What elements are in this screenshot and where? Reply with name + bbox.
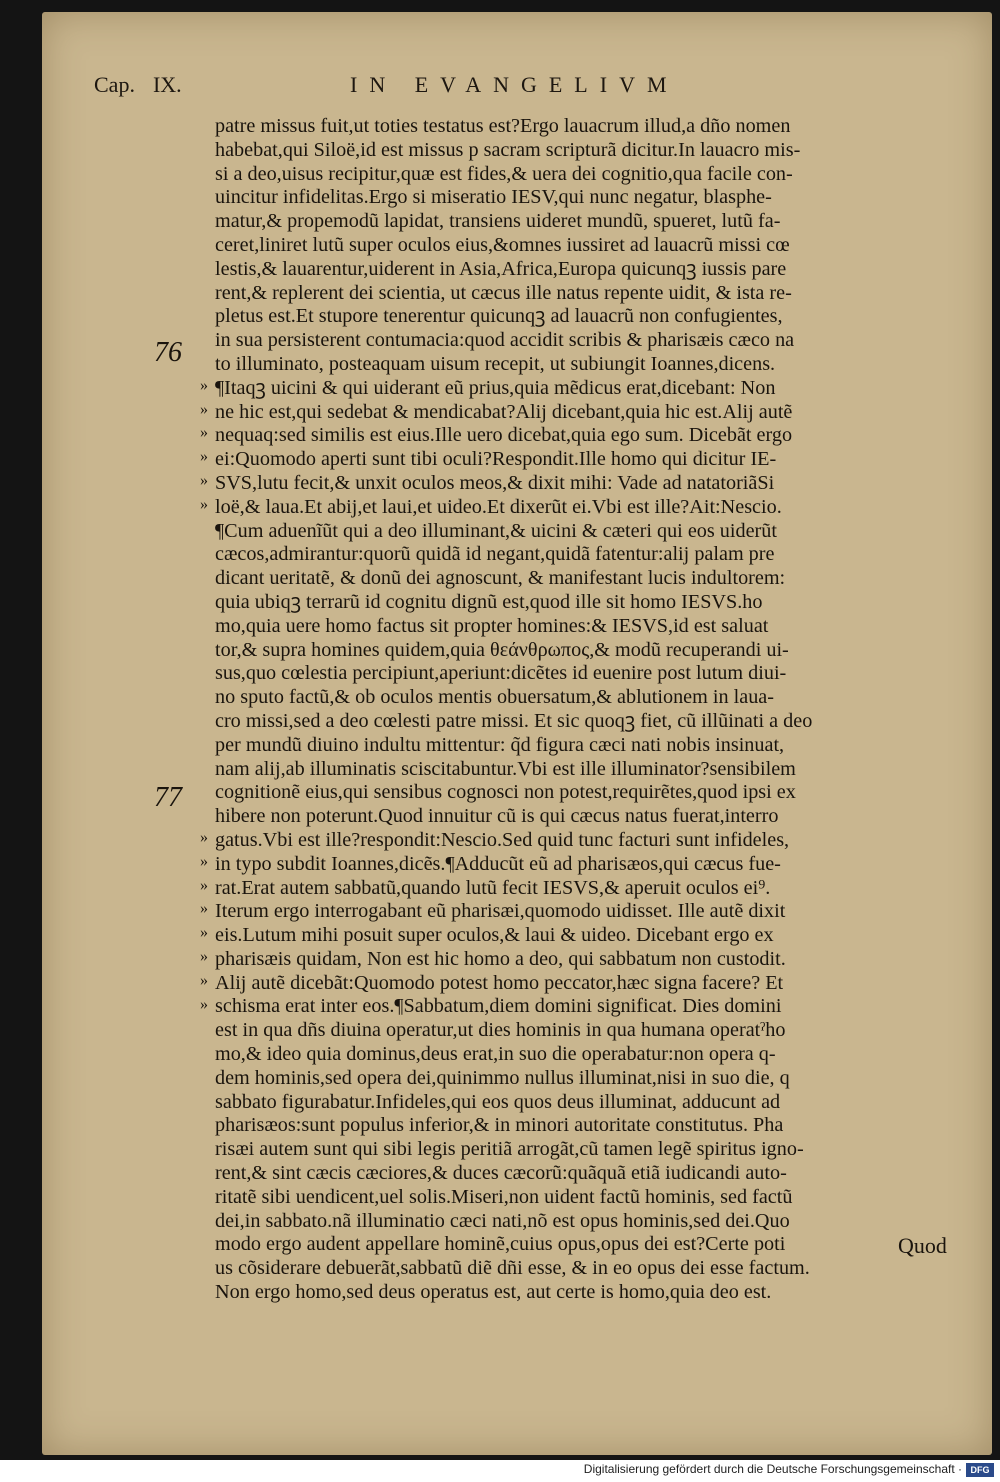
margin-mark: » xyxy=(200,948,208,965)
text-line: dicant ueritatẽ, & donũ dei agnoscunt, & manifestant lucis indultorem: xyxy=(215,567,786,590)
text-line: rent,& sint cæcis cæciores,& duces cæcorũ:quãquã etiã iudicandi auto- xyxy=(215,1162,787,1185)
text-line: Iterum ergo interrogabant eũ pharisæi,quomodo uidisset. Ille autẽ dixit xyxy=(215,900,786,923)
text-line: uincitur infidelitas.Ergo si miseratio IESV,qui nunc negatur, blasphe- xyxy=(215,186,772,209)
text-line: sus,quo cœlestia percipiunt,aperiunt:dicẽtes id euenire post lutum diui- xyxy=(215,662,787,685)
margin-mark: » xyxy=(200,448,208,466)
text-line: rent,& replerent dei scientia, ut cæcus ille natus repente uidit, & ista re- xyxy=(215,281,792,304)
text-line: in typo subdit Ioannes,dicẽs.¶Adducũt eũ ad pharisæos,qui cæcus fue- xyxy=(215,852,781,875)
text-line: Non ergo homo,sed deus operatus est, aut certe is homo,quia deo est. xyxy=(215,1281,772,1304)
margin-mark: » xyxy=(200,400,208,418)
text-line: cognitionẽ eius,qui sensibus cognosci non potest,requirẽtes,quod ipsi ex xyxy=(215,781,796,804)
text-line: ¶Itaqꝫ uicini & qui uiderant eũ prius,quia mẽdicus erat,dicebant: Non xyxy=(215,376,776,399)
text-line: eis.Lutum mihi posuit super oculos,& laui & uideo. Dicebant ergo ex xyxy=(215,924,774,947)
text-line: gatus.Vbi est ille?respondit:Nescio.Sed quid tunc facturi sunt infideles, xyxy=(215,828,790,851)
text-line: nequaq:sed similis est eius.Ille uero dicebat,quia ego sum. Dicebãt ergo xyxy=(215,424,793,447)
text-line: pletus est.Et stupore tenerentur quicunqꝫ ad lauacrũ non confugientes, xyxy=(215,305,783,328)
text-line: ne hic est,qui sedebat & mendicabat?Alij dicebant,quia hic est.Alij autẽ xyxy=(215,400,793,423)
text-line: tor,& supra homines quidem,quia θεάνθρωπος,& modũ recuperandi ui- xyxy=(215,638,789,661)
margin-mark: » xyxy=(200,900,208,918)
footer-credit: Digitalisierung gefördert durch die Deutsche Forschungsgemeinschaft · xyxy=(583,1462,962,1476)
verse-number-77: 77 xyxy=(154,782,182,813)
text-line: pharisæos:sunt populus inferior,& in minori autoritate constitutus. Pha xyxy=(215,1114,784,1137)
text-line: dei,in sabbato.nã illuminatio cæci nati,nõ est opus hominis,sed dei.Quo xyxy=(215,1209,790,1232)
text-line: ritatẽ sibi uendicent,uel solis.Miseri,non uident factũ hominis, sed factũ xyxy=(215,1185,793,1208)
text-line: mo,& ideo quia dominus,deus erat,in suo die operabatur:non opera q- xyxy=(215,1043,776,1066)
chapter-label xyxy=(94,72,200,98)
text-line: lestis,& lauarentur,uiderent in Asia,Africa,Europa quicunqꝫ iussis pare xyxy=(215,257,787,280)
text-line: risæi autem sunt qui sibi legis peritiã arrogãt,cũ tamen legẽ spiritus igno- xyxy=(215,1138,804,1161)
book-page xyxy=(42,12,992,1455)
margin-mark: » xyxy=(200,495,208,513)
text-line: cro missi,sed a deo cœlesti patre missi. Et sic quoqꝫ fiet, cũ illũinati a deo xyxy=(215,709,813,732)
text-line: cæcos,admirantur:quorũ quidã id negant,quidã fatentur:alij palam pre xyxy=(215,543,775,566)
text-line: no sputo factũ,& ob oculos mentis obuersatum,& ablutionem in laua- xyxy=(215,686,774,709)
digitization-footer xyxy=(0,1460,1000,1482)
text-line: quia ubiqꝫ terrarũ id cognitu dignũ est,quod ille sit homo IESVS.ho xyxy=(215,590,763,613)
text-line: pharisæis quidam, Non est hic homo a deo, qui sabbatum non custodit. xyxy=(215,947,786,970)
text-line: sabbato figurabatur.Infideles,qui eos quos deus illuminat, adducunt ad xyxy=(215,1090,781,1113)
cap-word: Cap. xyxy=(94,72,135,97)
dfg-logo: DFG xyxy=(966,1463,994,1477)
margin-mark: » xyxy=(200,876,208,894)
text-line: per mundũ diuino indultu mittentur: q̃d figura cæci nati nobis insinuat, xyxy=(215,733,785,756)
catchword: Quod xyxy=(898,1233,947,1258)
text-line: ei:Quomodo aperti sunt tibi oculi?Respondit.Ille homo qui dicitur IE- xyxy=(215,448,777,471)
margin-mark: » xyxy=(200,472,208,489)
text-line: Alij autẽ dicebãt:Quomodo potest homo peccator,hæc signa facere? Et xyxy=(215,971,784,994)
text-line: in sua persisterent contumacia:quod accidit scribis & pharisæis cæco na xyxy=(215,329,795,352)
chapter-number: IX. xyxy=(152,72,182,97)
text-line: us cõsiderare debuerãt,sabbatũ diẽ dñi esse, & in eo opus dei esse factum. xyxy=(215,1257,810,1280)
margin-mark: » xyxy=(200,852,208,870)
text-line: hibere non poterunt.Quod innuitur cũ is qui cæcus natus fuerat,interro xyxy=(215,805,779,828)
margin-mark: » xyxy=(200,424,208,442)
text-line: schisma erat inter eos.¶Sabbatum,diem domini significat. Dies domini xyxy=(215,995,782,1018)
text-line: modo ergo audent appellare hominẽ,cuius opus,opus dei est?Certe poti xyxy=(215,1233,786,1256)
running-header xyxy=(42,72,992,102)
text-line: ¶Cum aduenĩũt qui a deo illuminant,& uicini & cæteri qui eos uiderũt xyxy=(215,519,777,542)
main-text-block xyxy=(215,115,985,1305)
text-line: nam alij,ab illuminatis sciscitabuntur.Vbi est ille illuminator?sensibilem xyxy=(215,757,796,780)
text-line: rat.Erat autem sabbatũ,quando lutũ fecit IESVS,& aperuit oculos ei⁹. xyxy=(215,876,771,899)
text-line: to illuminato, posteaquam uisum recepit, ut subiungit Ioannes,dicens. xyxy=(215,352,776,375)
margin-mark: » xyxy=(200,995,208,1013)
text-line: est in qua dñs diuina operatur,ut dies hominis in qua humana operatˀho xyxy=(215,1019,786,1042)
margin-mark: » xyxy=(200,829,208,846)
text-line: dem hominis,sed opera dei,quinimmo nullus illuminat,nisi in suo die, q xyxy=(215,1066,790,1089)
verse-number-76: 76 xyxy=(154,337,182,368)
margin-mark: » xyxy=(200,376,208,394)
margin-mark: » xyxy=(200,924,208,942)
text-line: patre missus fuit,ut toties testatus est?Ergo lauacrum illud,a dño nomen xyxy=(215,115,791,137)
running-title: IN EVANGELIVM xyxy=(350,72,679,97)
text-line: habebat,qui Siloë,id est missus p sacram scripturã dicitur.In lauacro mis- xyxy=(215,138,801,161)
text-line: matur,& propemodũ lapidat, transiens uideret mundũ, spueret, lutũ fa- xyxy=(215,210,781,233)
text-line: SVS,lutu fecit,& unxit oculos meos,& dixit mihi: Vade ad natatoriãSi xyxy=(215,471,775,494)
margin-mark: » xyxy=(200,971,208,989)
text-line: ceret,liniret lutũ super oculos eius,&omnes iussiret ad lauacrũ missi cœ xyxy=(215,233,790,256)
text-line: mo,quia uere homo factus sit propter homines:& IESVS,id est saluat xyxy=(215,614,769,637)
text-line: si a deo,uisus recipitur,quæ est fides,& uera dei cognitio,qua facile con- xyxy=(215,162,793,185)
text-line: loë,& laua.Et abij,et laui,et uideo.Et dixerũt ei.Vbi est ille?Ait:Nescio. xyxy=(215,495,782,518)
